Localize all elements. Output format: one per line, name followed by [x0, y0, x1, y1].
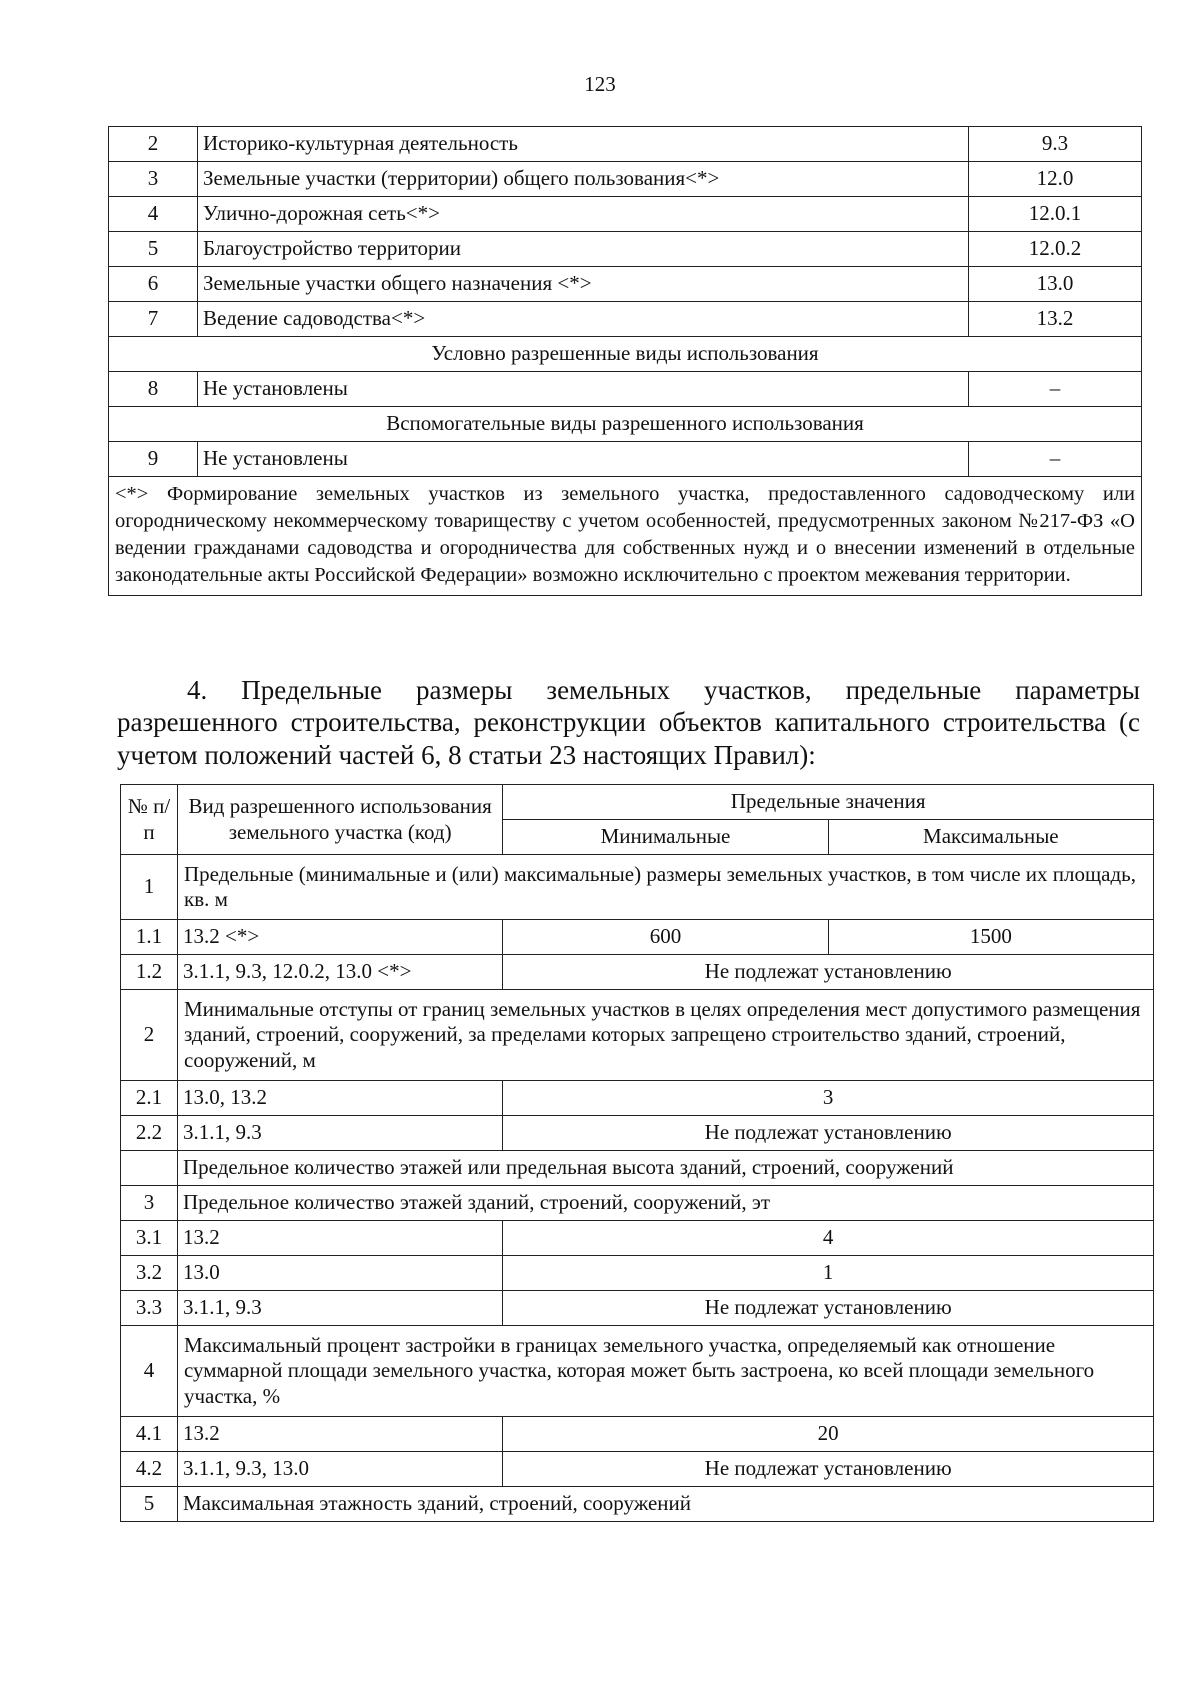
table-row	[121, 855, 1154, 920]
table-row	[121, 955, 1154, 990]
row-code: 9.3	[969, 127, 1142, 162]
header-max: Максимальные	[828, 820, 1153, 855]
row-code: 12.0.2	[969, 232, 1142, 267]
header-row	[121, 785, 1154, 820]
row-number: 3.3	[121, 1291, 178, 1326]
row-value: 20	[503, 1417, 1154, 1452]
row-number: 6	[109, 267, 198, 302]
row-value: Не подлежат установлению	[503, 1291, 1154, 1326]
table-row	[109, 267, 1142, 302]
row-value: Не подлежат установлению	[503, 955, 1154, 990]
row-name: Благоустройство территории	[198, 232, 969, 267]
row-name: Историко-культурная деятельность	[198, 127, 969, 162]
row-number: 4.1	[121, 1417, 178, 1452]
row-number: 1.1	[121, 920, 178, 955]
row-text: Предельное количество этажей или предельная высота зданий, строений, сооружений	[178, 1151, 1154, 1186]
row-name: Земельные участки (территории) общего пользования<*>	[198, 162, 969, 197]
table-row	[109, 442, 1142, 477]
header-type: Вид разрешенного использования земельного участка (код)	[178, 785, 503, 855]
table-row	[121, 990, 1154, 1081]
row-code: 13.2 <*>	[178, 920, 503, 955]
row-number: 2	[109, 127, 198, 162]
section-paragraph	[117, 674, 1140, 771]
row-name: Ведение садоводства<*>	[198, 302, 969, 337]
table-row	[121, 1186, 1154, 1221]
row-code: 13.2	[178, 1417, 503, 1452]
row-number: 4	[121, 1326, 178, 1417]
footnote: <*> Формирование земельных участков из земельного участка, предоставленного садоводческому или огородническому некоммерческому товариществу с учетом особенностей, предусмотренных законом №217-ФЗ «О ведении гражданами садоводства и огородничества для собственных нужд и о внесении изменений в отдельные законодательные акты Российской Федерации» возможно исключительно с проектом межевания территории.	[109, 477, 1142, 596]
row-code: 13.0, 13.2	[178, 1081, 503, 1116]
row-number: 4.2	[121, 1452, 178, 1487]
table-row	[121, 1326, 1154, 1417]
row-code: 13.2	[969, 302, 1142, 337]
row-number: 8	[109, 372, 198, 407]
row-name: Земельные участки общего назначения <*>	[198, 267, 969, 302]
table-row	[109, 162, 1142, 197]
permitted-use-table	[108, 126, 1142, 596]
row-value: 3	[503, 1081, 1154, 1116]
table-row	[121, 1417, 1154, 1452]
row-code: 3.1.1, 9.3	[178, 1116, 503, 1151]
row-number: 5	[121, 1487, 178, 1522]
limits-table	[120, 784, 1154, 1522]
row-text: Предельное количество этажей зданий, строений, сооружений, эт	[178, 1186, 1154, 1221]
row-code: 3.1.1, 9.3, 12.0.2, 13.0 <*>	[178, 955, 503, 990]
row-number	[121, 1151, 178, 1186]
section-conditional: Условно разрешенные виды использования	[109, 337, 1142, 372]
header-limits: Предельные значения	[503, 785, 1154, 820]
row-number: 9	[109, 442, 198, 477]
row-name: Улично-дорожная сеть<*>	[198, 197, 969, 232]
row-name: Не установлены	[198, 442, 969, 477]
row-number: 5	[109, 232, 198, 267]
row-number: 7	[109, 302, 198, 337]
row-number: 2.1	[121, 1081, 178, 1116]
row-code: –	[969, 442, 1142, 477]
row-value: Не подлежат установлению	[503, 1116, 1154, 1151]
row-number: 2	[121, 990, 178, 1081]
row-text: Максимальная этажность зданий, строений, сооружений	[178, 1487, 1154, 1522]
row-number: 4	[109, 197, 198, 232]
row-number: 3.1	[121, 1221, 178, 1256]
table-row	[121, 920, 1154, 955]
row-number: 2.2	[121, 1116, 178, 1151]
paragraph-text: 4. Предельные размеры земельных участков, предельные параметры разрешенного строительства, реконструкции объектов капитального строительства (с учетом положений частей 6, 8 статьи 23 настоящих Правил):	[117, 675, 1140, 770]
row-number: 3.2	[121, 1256, 178, 1291]
table-row	[121, 1487, 1154, 1522]
row-max: 1500	[828, 920, 1153, 955]
row-number: 3	[109, 162, 198, 197]
row-code: 12.0	[969, 162, 1142, 197]
table-row	[121, 1452, 1154, 1487]
row-code: 13.2	[178, 1221, 503, 1256]
table-row	[109, 302, 1142, 337]
row-code: 12.0.1	[969, 197, 1142, 232]
row-code: –	[969, 372, 1142, 407]
table-row	[121, 1116, 1154, 1151]
header-min: Минимальные	[503, 820, 828, 855]
row-number: 1	[121, 855, 178, 920]
row-code: 13.0	[178, 1256, 503, 1291]
row-value: 4	[503, 1221, 1154, 1256]
row-code: 3.1.1, 9.3	[178, 1291, 503, 1326]
row-code: 13.0	[969, 267, 1142, 302]
row-number: 3	[121, 1186, 178, 1221]
row-text: Предельные (минимальные и (или) максимальные) размеры земельных участков, в том числе их площадь, кв. м	[178, 855, 1154, 920]
table-row	[109, 127, 1142, 162]
table-row	[121, 1221, 1154, 1256]
row-text: Максимальный процент застройки в границах земельного участка, определяемый как отношение суммарной площади земельного участка, которая может быть застроена, ко всей площади земельного участка, %	[178, 1326, 1154, 1417]
header-num: № п/п	[121, 785, 178, 855]
table-row	[109, 232, 1142, 267]
row-name: Не установлены	[198, 372, 969, 407]
page-number: 123	[584, 72, 616, 96]
table-row	[121, 1291, 1154, 1326]
row-code: 3.1.1, 9.3, 13.0	[178, 1452, 503, 1487]
table-row	[121, 1256, 1154, 1291]
row-value: Не подлежат установлению	[503, 1452, 1154, 1487]
row-text: Минимальные отступы от границ земельных участков в целях определения мест допустимого размещения зданий, строений, сооружений, за пределами которых запрещено строительство зданий, строений, сооружений, м	[178, 990, 1154, 1081]
row-number: 1.2	[121, 955, 178, 990]
table-row	[109, 372, 1142, 407]
table-row	[121, 1081, 1154, 1116]
table-row	[109, 197, 1142, 232]
section-auxiliary: Вспомогательные виды разрешенного использования	[109, 407, 1142, 442]
row-min: 600	[503, 920, 828, 955]
table-row	[121, 1151, 1154, 1186]
row-value: 1	[503, 1256, 1154, 1291]
